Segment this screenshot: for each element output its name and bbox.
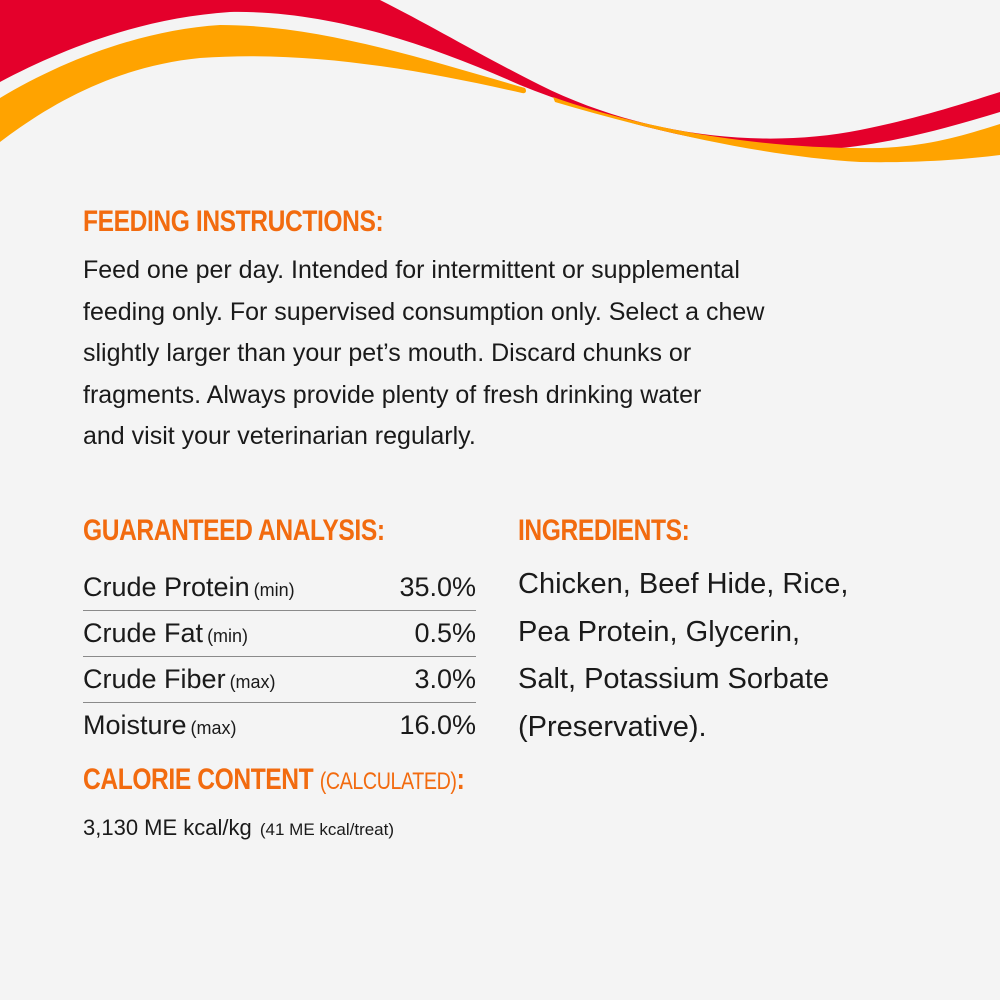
nutrient-label: Crude Fat (min) <box>83 618 249 648</box>
feeding-line: slightly larger than your pet’s mouth. Discard chunks or <box>83 339 692 367</box>
guaranteed-analysis-table <box>83 565 476 748</box>
feeding-line: feeding only. For supervised consumption only. Select a chew <box>83 297 765 326</box>
nutrient-value: 35.0% <box>399 572 476 602</box>
ingredients-line: Chicken, Beef Hide, Rice, <box>518 568 849 600</box>
decorative-wave-banner <box>0 0 1000 180</box>
feeding-line: Feed one per day. Intended for intermittent or supplemental <box>83 256 740 284</box>
calorie-heading-qualifier: (CALCULATED) <box>319 768 457 795</box>
nutrient-value: 16.0% <box>399 710 476 740</box>
ingredients-heading: INGREDIENTS: <box>518 514 690 547</box>
ingredients-line: Salt, Potassium Sorbate <box>518 663 830 695</box>
feeding-instructions-heading: FEEDING INSTRUCTIONS: <box>83 205 384 238</box>
feeding-line: fragments. Always provide plenty of fresh drinking water <box>83 380 702 409</box>
nutrient-value: 0.5% <box>414 618 476 648</box>
red-wave <box>0 0 1000 150</box>
nutrient-label: Moisture (max) <box>83 710 237 740</box>
calorie-content-value: 3,130 ME kcal/kg (41 ME kcal/treat) <box>83 815 395 840</box>
table-row <box>83 565 476 611</box>
guaranteed-analysis-heading: GUARANTEED ANALYSIS: <box>83 514 385 547</box>
calorie-content-heading: CALORIE CONTENT (CALCULATED): <box>83 763 465 796</box>
nutrient-label: Crude Protein (min) <box>83 572 295 602</box>
ingredients-line: Pea Protein, Glycerin, <box>518 615 801 648</box>
ingredients-line: (Preservative). <box>518 710 707 743</box>
table-row <box>83 657 476 703</box>
ingredients-list <box>518 561 848 751</box>
feeding-instructions-text <box>83 250 913 458</box>
calorie-per-treat: (41 ME kcal/treat) <box>259 820 395 839</box>
table-row <box>83 611 476 657</box>
nutrient-value: 3.0% <box>414 664 476 694</box>
table-row <box>83 703 476 748</box>
feeding-line: and visit your veterinarian regularly. <box>83 422 476 450</box>
nutrient-label: Crude Fiber (max) <box>83 664 276 694</box>
